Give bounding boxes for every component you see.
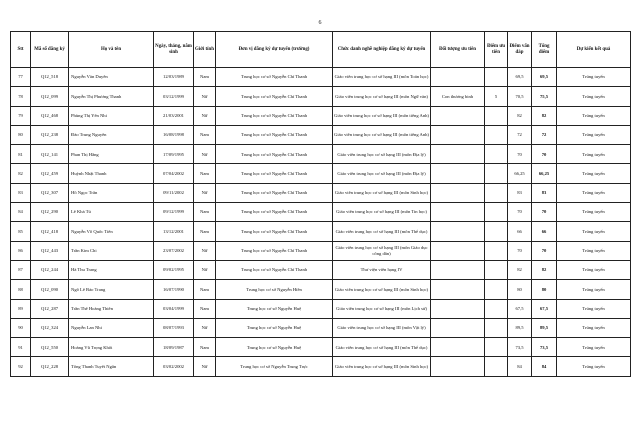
page-number: 6: [318, 20, 322, 26]
cell-don-vi: Trung học cơ sở Nguyễn Chí Thanh: [216, 164, 333, 183]
table-row: [11, 241, 631, 260]
table-row: [11, 260, 631, 279]
cell-tong-diem: 66: [532, 222, 557, 241]
cell-stt: 83: [11, 183, 31, 202]
cell-gioi-tinh: Nữ: [194, 318, 216, 337]
cell-stt: 85: [11, 222, 31, 241]
cell-doi-tuong: [431, 260, 485, 279]
cell-tong-diem: 72: [532, 125, 557, 144]
header-don-vi: Đơn vị đăng ký dự tuyển (trường): [216, 32, 333, 68]
table-row: [11, 280, 631, 299]
cell-don-vi: Trung học cơ sở Nguyễn Chí Thanh: [216, 68, 333, 87]
table-row: [11, 318, 631, 337]
cell-ma-so: Q12_090: [31, 280, 69, 299]
table-row: [11, 145, 631, 164]
cell-chuc-danh: Thư viện viên hạng IV: [333, 260, 431, 279]
cell-ma-so: Q12_459: [31, 164, 69, 183]
cell-gioi-tinh: Nam: [194, 280, 216, 299]
cell-chuc-danh: Giáo viên trung học cơ sở hạng III (môn Sinh học): [333, 357, 431, 376]
cell-du-kien: Trúng tuyển: [557, 68, 631, 87]
cell-doi-tuong: [431, 183, 485, 202]
cell-doi-tuong: Con thương binh: [431, 87, 485, 106]
cell-ho-ten: Lê Khả Tú: [69, 203, 154, 222]
cell-tong-diem: 70: [532, 145, 557, 164]
cell-ngay-sinh: 12/03/1989: [154, 68, 194, 87]
cell-gioi-tinh: Nữ: [194, 357, 216, 376]
cell-ngay-sinh: 03/02/2002: [154, 357, 194, 376]
cell-stt: 78: [11, 87, 31, 106]
cell-diem-van-dap: 80: [508, 280, 532, 299]
cell-du-kien: Trúng tuyển: [557, 241, 631, 260]
cell-doi-tuong: [431, 357, 485, 376]
cell-diem-van-dap: 73,5: [508, 338, 532, 357]
table-row: [11, 164, 631, 183]
cell-ngay-sinh: 09/11/2002: [154, 183, 194, 202]
cell-chuc-danh: Giáo viên trung học cơ sở hạng III (môn Toán học): [333, 68, 431, 87]
cell-stt: 84: [11, 203, 31, 222]
cell-ma-so: Q12_468: [31, 106, 69, 125]
cell-doi-tuong: [431, 241, 485, 260]
cell-chuc-danh: Giáo viên trung học cơ sở hạng III (môn Giáo dục công dân): [333, 241, 431, 260]
cell-ho-ten: Hồ Ngọc Trân: [69, 183, 154, 202]
cell-du-kien: Trúng tuyển: [557, 87, 631, 106]
cell-don-vi: Trung học cơ sở Nguyễn Hiền: [216, 280, 333, 299]
cell-don-vi: Trung học cơ sở Nguyễn Chí Thanh: [216, 145, 333, 164]
cell-ngay-sinh: 13/12/2001: [154, 222, 194, 241]
cell-diem-uu-tien: [485, 338, 508, 357]
cell-gioi-tinh: Nữ: [194, 241, 216, 260]
cell-ho-ten: Hoàng Vũ Trọng Khôi: [69, 338, 154, 357]
header-chuc-danh: Chức danh nghề nghiệp đăng ký dự tuyển: [333, 32, 431, 68]
cell-ngay-sinh: 08/07/1993: [154, 318, 194, 337]
cell-tong-diem: 89,5: [532, 318, 557, 337]
cell-du-kien: Trúng tuyển: [557, 106, 631, 125]
cell-ma-so: Q12_324: [31, 318, 69, 337]
table-row: [11, 125, 631, 144]
cell-du-kien: Trúng tuyển: [557, 260, 631, 279]
cell-doi-tuong: [431, 222, 485, 241]
header-ma-so: Mã số đăng ký: [31, 32, 69, 68]
cell-diem-uu-tien: [485, 260, 508, 279]
table-header-row: [11, 32, 631, 68]
cell-chuc-danh: Giáo viên trung học cơ sở hạng III (môn Địa lý): [333, 164, 431, 183]
cell-du-kien: Trúng tuyển: [557, 125, 631, 144]
cell-du-kien: Trúng tuyển: [557, 357, 631, 376]
cell-du-kien: Trúng tuyển: [557, 280, 631, 299]
cell-du-kien: Trúng tuyển: [557, 145, 631, 164]
cell-chuc-danh: Giáo viên trung học cơ sở hạng III (môn Thể dục): [333, 222, 431, 241]
header-du-kien: Dự kiến kết quả: [557, 32, 631, 68]
cell-diem-uu-tien: [485, 318, 508, 337]
cell-gioi-tinh: Nữ: [194, 106, 216, 125]
cell-ngay-sinh: 03/12/1999: [154, 87, 194, 106]
cell-gioi-tinh: Nam: [194, 299, 216, 318]
cell-ho-ten: Phan Thị Hằng: [69, 145, 154, 164]
cell-diem-van-dap: 83: [508, 183, 532, 202]
table-row: [11, 68, 631, 87]
cell-ngay-sinh: 21/03/2001: [154, 106, 194, 125]
cell-tong-diem: 70: [532, 241, 557, 260]
header-tong-diem: Tổng điểm: [532, 32, 557, 68]
cell-tong-diem: 73,5: [532, 338, 557, 357]
cell-stt: 80: [11, 125, 31, 144]
cell-tong-diem: 84: [532, 357, 557, 376]
cell-doi-tuong: [431, 299, 485, 318]
cell-doi-tuong: [431, 338, 485, 357]
cell-tong-diem: 80: [532, 280, 557, 299]
cell-ngay-sinh: 16/08/1998: [154, 125, 194, 144]
cell-chuc-danh: Giáo viên trung học cơ sở hạng III (môn Sinh học): [333, 280, 431, 299]
cell-diem-uu-tien: [485, 106, 508, 125]
cell-ngay-sinh: 17/09/1995: [154, 145, 194, 164]
header-doi-tuong: Đối tượng ưu tiên: [431, 32, 485, 68]
cell-diem-uu-tien: [485, 280, 508, 299]
cell-don-vi: Trung học cơ sở Nguyễn Chí Thanh: [216, 241, 333, 260]
table-row: [11, 338, 631, 357]
cell-ma-so: Q12_141: [31, 145, 69, 164]
cell-chuc-danh: Giáo viên trung học cơ sở hạng III (môn Địa lý): [333, 145, 431, 164]
cell-tong-diem: 70: [532, 203, 557, 222]
cell-ma-so: Q12_290: [31, 203, 69, 222]
header-stt: Stt: [11, 32, 31, 68]
cell-gioi-tinh: Nữ: [194, 145, 216, 164]
table-row: [11, 203, 631, 222]
table-row: [11, 299, 631, 318]
cell-doi-tuong: [431, 280, 485, 299]
cell-du-kien: Trúng tuyển: [557, 164, 631, 183]
cell-diem-uu-tien: [485, 68, 508, 87]
cell-tong-diem: 82: [532, 260, 557, 279]
cell-ngay-sinh: 09/12/1999: [154, 203, 194, 222]
cell-du-kien: Trúng tuyển: [557, 338, 631, 357]
cell-ho-ten: Nguyễn Thị Phương Thanh: [69, 87, 154, 106]
cell-ho-ten: Ngô Lê Bảo Trang: [69, 280, 154, 299]
cell-ma-so: Q12_418: [31, 222, 69, 241]
cell-du-kien: Trúng tuyển: [557, 299, 631, 318]
cell-ho-ten: Phùng Thị Yến Nhi: [69, 106, 154, 125]
table-row: [11, 87, 631, 106]
cell-don-vi: Trung học cơ sở Nguyễn Chí Thanh: [216, 87, 333, 106]
header-ho-ten: Họ và tên: [69, 32, 154, 68]
cell-doi-tuong: [431, 203, 485, 222]
cell-ho-ten: Tống Thanh Tuyết Ngân: [69, 357, 154, 376]
cell-stt: 90: [11, 318, 31, 337]
cell-stt: 77: [11, 68, 31, 87]
cell-ma-so: Q12_099: [31, 87, 69, 106]
cell-diem-van-dap: 67,5: [508, 299, 532, 318]
header-ngay-sinh: Ngày, tháng, năm sinh: [154, 32, 194, 68]
cell-don-vi: Trung học cơ sở Nguyễn Chí Thanh: [216, 260, 333, 279]
cell-stt: 87: [11, 260, 31, 279]
cell-don-vi: Trung học cơ sở Nguyễn Chí Thanh: [216, 125, 333, 144]
cell-diem-van-dap: 72: [508, 125, 532, 144]
cell-tong-diem: 67,5: [532, 299, 557, 318]
cell-diem-uu-tien: [485, 145, 508, 164]
cell-don-vi: Trung học cơ sở Nguyễn Huệ: [216, 318, 333, 337]
cell-ho-ten: Huỳnh Nhật Thanh: [69, 164, 154, 183]
cell-stt: 82: [11, 164, 31, 183]
cell-diem-van-dap: 70: [508, 241, 532, 260]
cell-gioi-tinh: Nữ: [194, 183, 216, 202]
cell-stt: 79: [11, 106, 31, 125]
cell-ngay-sinh: 23/07/2002: [154, 241, 194, 260]
cell-diem-uu-tien: [485, 203, 508, 222]
cell-diem-uu-tien: [485, 241, 508, 260]
cell-stt: 86: [11, 241, 31, 260]
cell-gioi-tinh: Nam: [194, 125, 216, 144]
cell-chuc-danh: Giáo viên trung học cơ sở hạng III (môn tiếng Anh): [333, 125, 431, 144]
cell-ngay-sinh: 03/04/1999: [154, 299, 194, 318]
table-row: [11, 183, 631, 202]
cell-chuc-danh: Giáo viên trung học cơ sở hạng III (môn Tin học): [333, 203, 431, 222]
cell-doi-tuong: [431, 106, 485, 125]
cell-chuc-danh: Giáo viên trung học cơ sở hạng III (môn tiếng Anh): [333, 106, 431, 125]
cell-diem-uu-tien: [485, 299, 508, 318]
cell-chuc-danh: Giáo viên trung học cơ sở hạng III (môn Lịch sử): [333, 299, 431, 318]
cell-ma-so: Q12_518: [31, 68, 69, 87]
cell-ngay-sinh: 16/07/1990: [154, 280, 194, 299]
cell-diem-van-dap: 70,5: [508, 87, 532, 106]
cell-diem-uu-tien: [485, 183, 508, 202]
cell-chuc-danh: Giáo viên trung học cơ sở hạng III (môn Sinh học): [333, 183, 431, 202]
cell-ma-so: Q12_550: [31, 338, 69, 357]
cell-don-vi: Trung học cơ sở Nguyễn Huệ: [216, 338, 333, 357]
cell-tong-diem: 66,25: [532, 164, 557, 183]
cell-diem-van-dap: 66: [508, 222, 532, 241]
cell-gioi-tinh: Nữ: [194, 87, 216, 106]
cell-doi-tuong: [431, 164, 485, 183]
cell-chuc-danh: Giáo viên trung học cơ sở hạng III (môn Vật lý): [333, 318, 431, 337]
cell-diem-van-dap: 66,25: [508, 164, 532, 183]
cell-diem-uu-tien: 5: [485, 87, 508, 106]
cell-diem-van-dap: 70: [508, 145, 532, 164]
cell-tong-diem: 82: [532, 106, 557, 125]
cell-ma-so: Q12_307: [31, 183, 69, 202]
header-diem-van-dap: Điểm vấn đáp: [508, 32, 532, 68]
cell-gioi-tinh: Nam: [194, 68, 216, 87]
cell-gioi-tinh: Nữ: [194, 260, 216, 279]
cell-gioi-tinh: Nam: [194, 338, 216, 357]
cell-stt: 81: [11, 145, 31, 164]
cell-don-vi: Trung học cơ sở Nguyễn Chí Thanh: [216, 222, 333, 241]
cell-diem-van-dap: 82: [508, 260, 532, 279]
cell-ho-ten: Nguyễn Lan Nhi: [69, 318, 154, 337]
table-row: [11, 222, 631, 241]
cell-chuc-danh: Giáo viên trung học cơ sở hạng III (môn Ngữ văn): [333, 87, 431, 106]
cell-diem-van-dap: 69,5: [508, 68, 532, 87]
cell-don-vi: Trung học cơ sở Nguyễn Trung Trực: [216, 357, 333, 376]
table-row: [11, 357, 631, 376]
cell-ho-ten: Đào Trung Nguyên: [69, 125, 154, 144]
header-diem-uu-tien: Điểm ưu tiên: [485, 32, 508, 68]
cell-stt: 89: [11, 299, 31, 318]
cell-diem-van-dap: 82: [508, 106, 532, 125]
cell-diem-van-dap: 84: [508, 357, 532, 376]
cell-gioi-tinh: Nam: [194, 164, 216, 183]
cell-doi-tuong: [431, 318, 485, 337]
cell-diem-uu-tien: [485, 222, 508, 241]
cell-ma-so: Q12_443: [31, 241, 69, 260]
table-row: [11, 106, 631, 125]
cell-ngay-sinh: 18/09/1987: [154, 338, 194, 357]
cell-ma-so: Q12_244: [31, 260, 69, 279]
cell-ho-ten: Trần Kim Chi: [69, 241, 154, 260]
cell-tong-diem: 69,5: [532, 68, 557, 87]
cell-stt: 92: [11, 357, 31, 376]
cell-ho-ten: Nguyễn Văn Duyên: [69, 68, 154, 87]
cell-du-kien: Trúng tuyển: [557, 203, 631, 222]
cell-ma-so: Q12_287: [31, 299, 69, 318]
cell-diem-uu-tien: [485, 164, 508, 183]
cell-diem-uu-tien: [485, 125, 508, 144]
cell-don-vi: Trung học cơ sở Nguyễn Chí Thanh: [216, 183, 333, 202]
cell-diem-uu-tien: [485, 357, 508, 376]
cell-stt: 88: [11, 280, 31, 299]
cell-diem-van-dap: 70: [508, 203, 532, 222]
cell-du-kien: Trúng tuyển: [557, 222, 631, 241]
cell-don-vi: Trung học cơ sở Nguyễn Chí Thanh: [216, 106, 333, 125]
cell-ma-so: Q12_238: [31, 125, 69, 144]
cell-tong-diem: 83: [532, 183, 557, 202]
results-table: [10, 31, 631, 377]
cell-don-vi: Trung học cơ sở Nguyễn Huệ: [216, 299, 333, 318]
cell-don-vi: Trung học cơ sở Nguyễn Chí Thanh: [216, 203, 333, 222]
cell-doi-tuong: [431, 68, 485, 87]
cell-ngay-sinh: 09/02/1995: [154, 260, 194, 279]
cell-doi-tuong: [431, 145, 485, 164]
cell-ma-so: Q12_228: [31, 357, 69, 376]
cell-stt: 91: [11, 338, 31, 357]
cell-du-kien: Trúng tuyển: [557, 318, 631, 337]
cell-du-kien: Trúng tuyển: [557, 183, 631, 202]
cell-tong-diem: 75,5: [532, 87, 557, 106]
cell-diem-van-dap: 89,5: [508, 318, 532, 337]
cell-ho-ten: Hà Thu Trang: [69, 260, 154, 279]
header-gioi-tinh: Giới tính: [194, 32, 216, 68]
cell-ho-ten: Trần Thế Hoàng Thiên: [69, 299, 154, 318]
cell-doi-tuong: [431, 125, 485, 144]
cell-gioi-tinh: Nam: [194, 203, 216, 222]
cell-ho-ten: Nguyễn Võ Quốc Tiến: [69, 222, 154, 241]
cell-gioi-tinh: Nam: [194, 222, 216, 241]
cell-chuc-danh: Giáo viên trung học cơ sở hạng III (môn Thể dục): [333, 338, 431, 357]
cell-ngay-sinh: 07/04/2002: [154, 164, 194, 183]
